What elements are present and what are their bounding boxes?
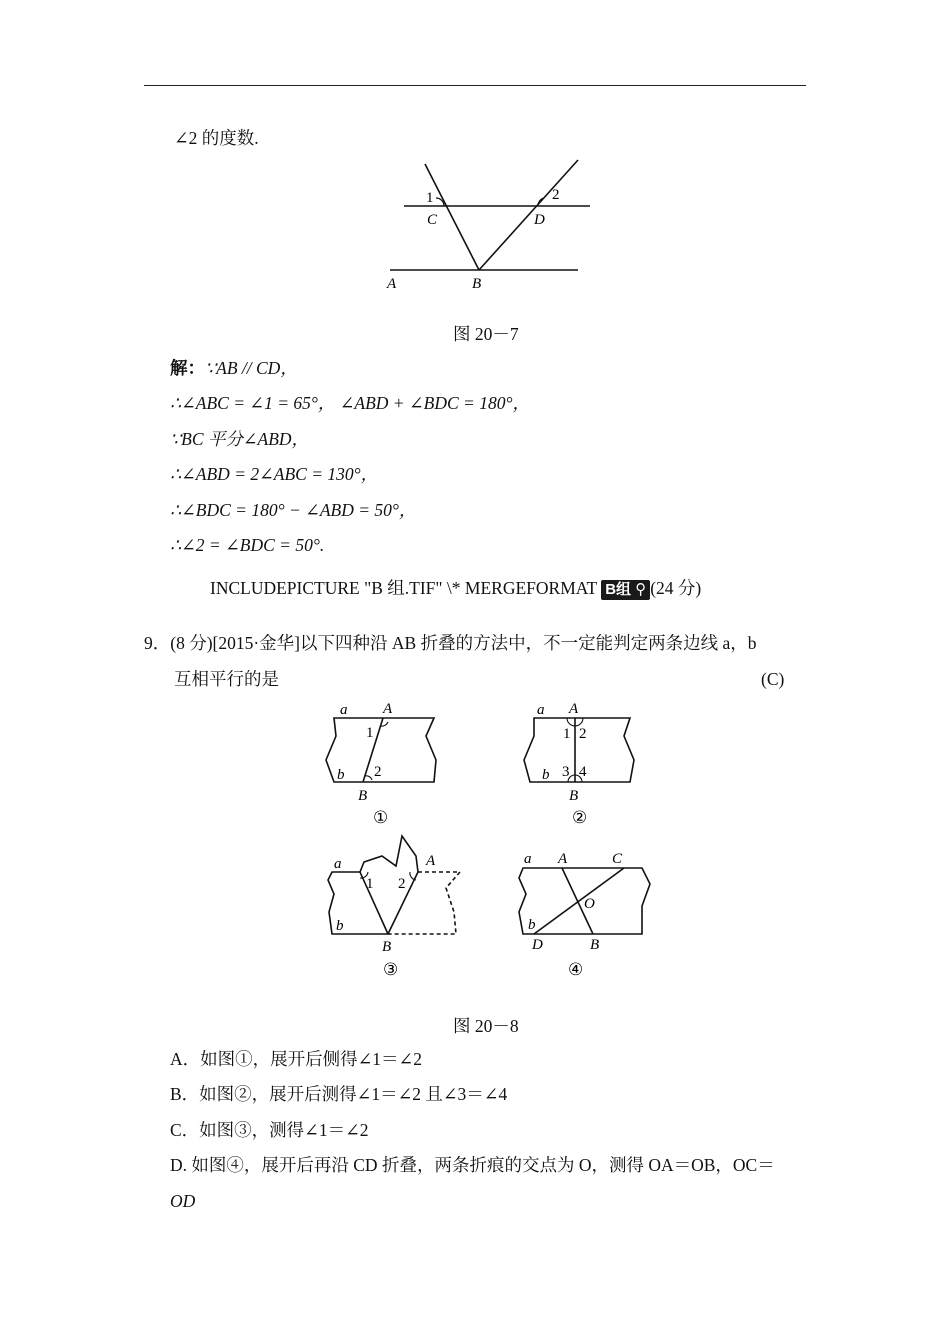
p4-label-O: O: [584, 896, 595, 912]
fig7-label-C: C: [427, 212, 438, 228]
solution-l1: ∵AB // CD，: [205, 358, 298, 378]
b-group-badge: [601, 580, 650, 600]
section-header: [210, 577, 701, 600]
solution-line-1: [170, 357, 298, 379]
p3-label-a: a: [334, 856, 342, 872]
fig8-panel-4: [519, 851, 650, 979]
fig8-panel-2: [524, 701, 634, 827]
solution-line-5: ∴∠BDC = 180° − ∠ABD = 50°，: [170, 500, 417, 520]
q9-line-1: [144, 632, 756, 654]
fig7-label-1: 1: [426, 190, 434, 206]
p2-label-A: A: [569, 701, 579, 717]
q9-number: 9．: [144, 633, 171, 653]
option-d-line-2: OD: [170, 1191, 196, 1211]
p4-label-B: B: [590, 937, 600, 953]
fig8-panel-1: [326, 701, 436, 827]
search-icon: ⚲: [635, 580, 647, 598]
p4-label-a: a: [524, 851, 532, 867]
p2-label-b: b: [542, 767, 550, 783]
header-rule: [144, 85, 806, 86]
q9-answer: (C): [761, 669, 785, 689]
p1-label-1: 1: [366, 725, 374, 741]
option-c: C．如图③，测得∠1＝∠2: [170, 1120, 369, 1140]
fig8-panel-3: [328, 836, 460, 979]
fig7-label-D: D: [534, 212, 545, 228]
solution-line-3: ∵BC 平分∠ABD，: [170, 429, 310, 449]
fig7-caption: 图 20－7: [453, 324, 519, 344]
top-fragment: ∠2 的度数.: [174, 128, 259, 148]
fig8-caption: 图 20－8: [453, 1016, 519, 1036]
figure-20-7: [380, 150, 600, 300]
p4-label-C: C: [612, 851, 623, 867]
p1-label-A: A: [383, 701, 393, 717]
section-score: (24 分): [650, 578, 702, 598]
badge-label: B组: [605, 580, 632, 598]
p1-label-a: a: [340, 702, 348, 718]
solution-line-2: ∴∠ABC = ∠1 = 65°， ∠ABD + ∠BDC = 180°，: [170, 393, 530, 413]
p3-label-B: B: [382, 939, 392, 955]
q9-text-1: (8 分)[2015·金华]以下四种沿 AB 折叠的方法中，不一定能判定两条边线 a，b: [170, 633, 757, 653]
p1-label-b: b: [337, 767, 345, 783]
solution-line-6: ∴∠2 = ∠BDC = 50°.: [170, 535, 325, 555]
p3-label-1: 1: [366, 876, 374, 892]
sub-figure-1: ①: [373, 808, 389, 827]
sub-figure-2: ②: [572, 808, 588, 827]
p2-label-4: 4: [579, 764, 587, 780]
option-d-line-1: D. 如图④，展开后再沿 CD 折叠，两条折痕的交点为 O，测得 OA＝OB，OC＝: [170, 1155, 775, 1175]
sub-figure-4: ④: [568, 960, 584, 979]
figure-20-8: [320, 696, 660, 986]
include-picture-field: INCLUDEPICTURE "B 组.TIF" \* MERGEFORMAT: [210, 578, 597, 598]
p2-label-1: 1: [563, 726, 571, 742]
solution-head: 解：: [170, 358, 205, 378]
p4-label-b: b: [528, 917, 536, 933]
p3-label-A: A: [426, 853, 436, 869]
fig7-label-B: B: [472, 276, 482, 292]
solution-line-4: ∴∠ABD = 2∠ABC = 130°，: [170, 464, 379, 484]
p4-label-D: D: [532, 937, 543, 953]
p1-label-B: B: [358, 788, 368, 804]
p2-label-a: a: [537, 702, 545, 718]
p2-label-3: 3: [562, 764, 570, 780]
p3-label-b: b: [336, 918, 344, 934]
option-b: B．如图②，展开后测得∠1＝∠2 且∠3＝∠4: [170, 1084, 508, 1104]
p2-label-2: 2: [579, 726, 587, 742]
q9-text-2: 互相平行的是: [174, 669, 279, 689]
fig7-label-A: A: [387, 276, 397, 292]
sub-figure-3: ③: [383, 960, 399, 979]
fig7-label-2: 2: [552, 187, 560, 203]
p1-label-2: 2: [374, 764, 382, 780]
p4-label-A: A: [558, 851, 568, 867]
p3-label-2: 2: [398, 876, 406, 892]
p2-label-B: B: [569, 788, 579, 804]
option-a: A．如图①，展开后侧得∠1＝∠2: [170, 1049, 422, 1069]
